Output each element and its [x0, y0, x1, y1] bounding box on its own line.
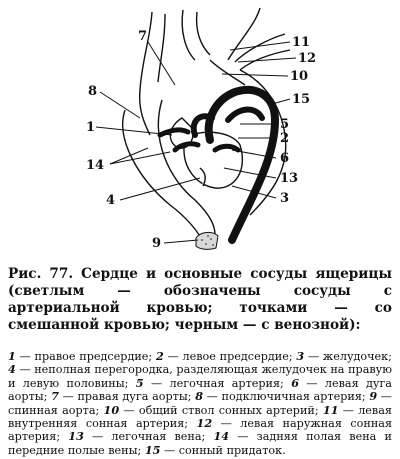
legend-item: 3 — желудочек;: [296, 349, 392, 363]
legend-item: 7 — правая дуга аорты;: [51, 389, 192, 404]
label-12: 12: [298, 51, 317, 66]
legend-key: 7: [51, 389, 59, 404]
figure-caption: [8, 266, 392, 334]
legend-text: легочная вена;: [111, 430, 206, 444]
legend-item: 4 — неполная перегородка, разделяющая желудочек на правую и левую половины;: [8, 362, 392, 390]
legend-item: 2 — левое предсердие;: [155, 349, 293, 363]
label-9: 9: [152, 236, 162, 251]
legend-key: 10: [103, 402, 120, 417]
label-4: 4: [106, 193, 116, 208]
label-14: 14: [86, 158, 105, 173]
legend-text: правое предсердие;: [34, 350, 153, 363]
label-15: 15: [292, 92, 311, 107]
legend-key: 6: [291, 375, 299, 390]
legend-text: правая дуга аорты;: [77, 390, 192, 404]
legend-key: 1: [8, 349, 16, 363]
caption-label: Рис. 77.: [8, 266, 74, 282]
legend-text: левая дуга аорты;: [8, 376, 392, 404]
legend-key: 9: [369, 389, 378, 404]
legend-text: подключичная артерия;: [221, 390, 366, 404]
label-5: 5: [280, 117, 290, 132]
legend-item: 12 — левая наружная сонная артерия;: [8, 416, 393, 444]
legend-text: неполная перегородка, разделяющая желудочек на правую и левую половины;: [8, 363, 392, 390]
legend-item: 5 — легочная артерия;: [135, 375, 284, 390]
figure-legend: [8, 350, 392, 457]
legend-item: 8 — подключичная артерия;: [195, 389, 366, 404]
legend-item: 1 — правое предсердие;: [8, 349, 153, 363]
label-10: 10: [290, 69, 309, 84]
legend-key: 11: [322, 402, 339, 417]
legend-text: левое предсердие;: [182, 350, 293, 363]
legend-text: левая внутренняя сонная артерия;: [8, 403, 392, 431]
legend-text: левая наружная сонная артерия;: [8, 417, 393, 444]
label-1: 1: [86, 120, 96, 135]
legend-text: задняя полая вена и передние полые вены;: [8, 430, 392, 457]
legend-item: 11 — левая внутренняя сонная артерия;: [8, 402, 392, 431]
legend-item: 9 — спинная аорта;: [8, 389, 392, 417]
label-11: 11: [292, 35, 311, 50]
legend-text: желудочек;: [322, 350, 392, 363]
label-3: 3: [280, 191, 290, 206]
label-7: 7: [138, 29, 148, 44]
legend-item: 13 — легочная вена;: [68, 429, 206, 444]
legend-key: 5: [135, 375, 144, 390]
legend-key: 3: [296, 349, 305, 363]
legend-item: 15 — сонный придаток.: [144, 442, 286, 457]
legend-text: общий ствол сонных артерий;: [138, 403, 319, 417]
legend-item: 14 — задняя полая вена и передние полые вены;: [8, 429, 392, 457]
label-8: 8: [88, 84, 98, 99]
legend-key: 2: [155, 349, 164, 363]
label-6: 6: [280, 151, 290, 166]
caption-text: Сердце и основные сосуды ящерицы (светлым — обозначены сосуды с артериальной кровью; точками — со смешанной кровью; черным — с венозной):: [8, 266, 393, 333]
legend-item: 6 — левая дуга аорты;: [8, 375, 392, 404]
mixed-blood-region: [196, 232, 218, 249]
legend-key: 8: [195, 389, 203, 404]
legend-key: 15: [144, 442, 161, 457]
legend-key: 14: [213, 429, 230, 444]
label-2: 2: [280, 131, 290, 146]
legend-key: 13: [68, 429, 84, 444]
label-13: 13: [280, 171, 299, 186]
legend-key: 4: [8, 362, 16, 377]
legend-text: легочная артерия;: [169, 376, 284, 390]
legend-text: спинная аорта;: [8, 403, 100, 417]
legend-text: сонный придаток.: [178, 443, 286, 457]
legend-key: 12: [196, 416, 213, 431]
legend-item: 10 — общий ствол сонных артерий;: [103, 402, 319, 417]
